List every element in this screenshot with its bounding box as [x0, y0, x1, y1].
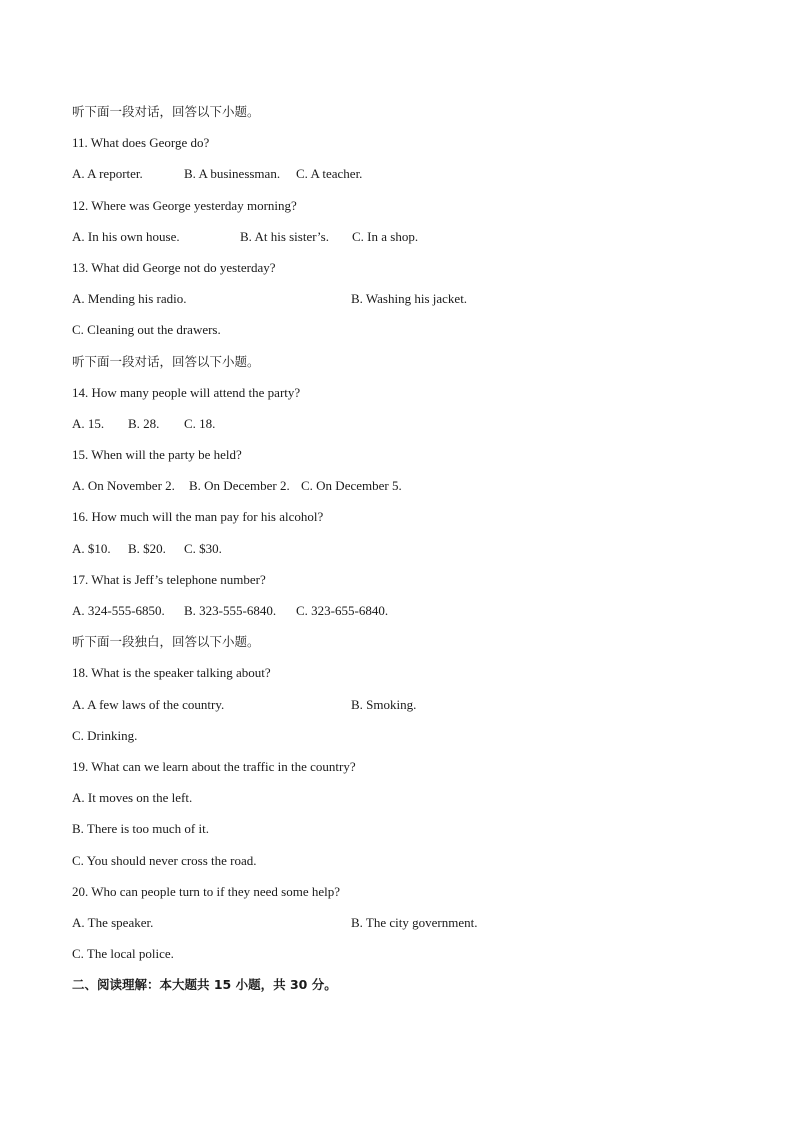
question-16-option-a: A. $10. [72, 540, 111, 556]
question-12-option-a: A. In his own house. [72, 228, 180, 244]
question-18-options-row1 [72, 696, 732, 727]
question-20-option-b: B. The city government. [351, 914, 478, 930]
question-16-options [72, 540, 732, 571]
question-14-option-b: B. 28. [128, 415, 160, 431]
question-19-stem: 19. What can we learn about the traffic in the country? [72, 758, 356, 774]
question-20-stem: 20. Who can people turn to if they need some help? [72, 883, 340, 899]
question-15-stem: 15. When will the party be held? [72, 447, 242, 463]
question-20-option-a: A. The speaker. [72, 914, 154, 930]
question-12-option-c: C. In a shop. [352, 228, 419, 244]
question-19-option-a: A. It moves on the left. [72, 790, 193, 806]
question-17-option-c: C. 323-655-6840. [296, 603, 389, 618]
question-13-option-b: B. Washing his jacket. [351, 291, 468, 307]
question-12-stem: 12. Where was George yesterday morning? [72, 197, 297, 213]
question-18-stem: 18. What is the speaker talking about? [72, 665, 271, 681]
section-intro-monologue: 听下面一段独白，回答以下小题。 [72, 634, 260, 650]
question-17-option-b: B. 323-555-6840. [184, 603, 277, 618]
question-15-option-a: A. On November 2. [72, 478, 175, 494]
section-intro-dialogue-1: 听下面一段对话，回答以下小题。 [72, 104, 260, 119]
question-14-options [72, 415, 732, 446]
question-14-option-a: A. 15. [72, 415, 105, 431]
question-12-option-b: B. At his sister’s. [240, 228, 329, 244]
question-12-options [72, 228, 732, 259]
question-13-options-row1 [72, 290, 732, 321]
question-18-option-b: B. Smoking. [351, 696, 417, 712]
question-17-option-a: A. 324-555-6850. [72, 603, 165, 618]
question-15-option-c: C. On December 5. [301, 478, 402, 494]
question-11-stem: 11. What does George do? [72, 135, 210, 151]
question-14-option-c: C. 18. [184, 415, 216, 431]
question-17-options [72, 602, 732, 633]
question-11-option-b: B. A businessman. [184, 166, 281, 182]
question-13-option-a: A. Mending his radio. [72, 291, 187, 307]
exam-page [72, 103, 732, 1007]
question-20-option-c: C. The local police. [72, 946, 174, 962]
question-18-option-c: C. Drinking. [72, 727, 138, 743]
question-16-stem: 16. How much will the man pay for his alcohol? [72, 509, 324, 525]
question-13-stem: 13. What did George not do yesterday? [72, 259, 276, 275]
question-13-option-c: C. Cleaning out the drawers. [72, 322, 221, 338]
question-14-stem: 14. How many people will attend the party? [72, 384, 301, 400]
question-19-option-b: B. There is too much of it. [72, 821, 209, 837]
question-11-option-a: A. A reporter. [72, 166, 143, 182]
question-19-option-c: C. You should never cross the road. [72, 852, 257, 868]
section-intro-dialogue-2: 听下面一段对话，回答以下小题。 [72, 353, 260, 369]
part-2-heading: 二、阅读理解：本大题共 15 小题，共 30 分。 [72, 977, 337, 993]
question-20-options-row1 [72, 914, 732, 945]
question-15-options [72, 477, 732, 508]
question-18-option-a: A. A few laws of the country. [72, 696, 225, 712]
question-11-options [72, 165, 732, 196]
question-16-option-b: B. $20. [128, 540, 166, 556]
question-15-option-b: B. On December 2. [189, 478, 290, 494]
question-17-stem: 17. What is Jeff’s telephone number? [72, 571, 266, 587]
question-11-option-c: C. A teacher. [296, 166, 363, 182]
question-16-option-c: C. $30. [184, 540, 222, 556]
